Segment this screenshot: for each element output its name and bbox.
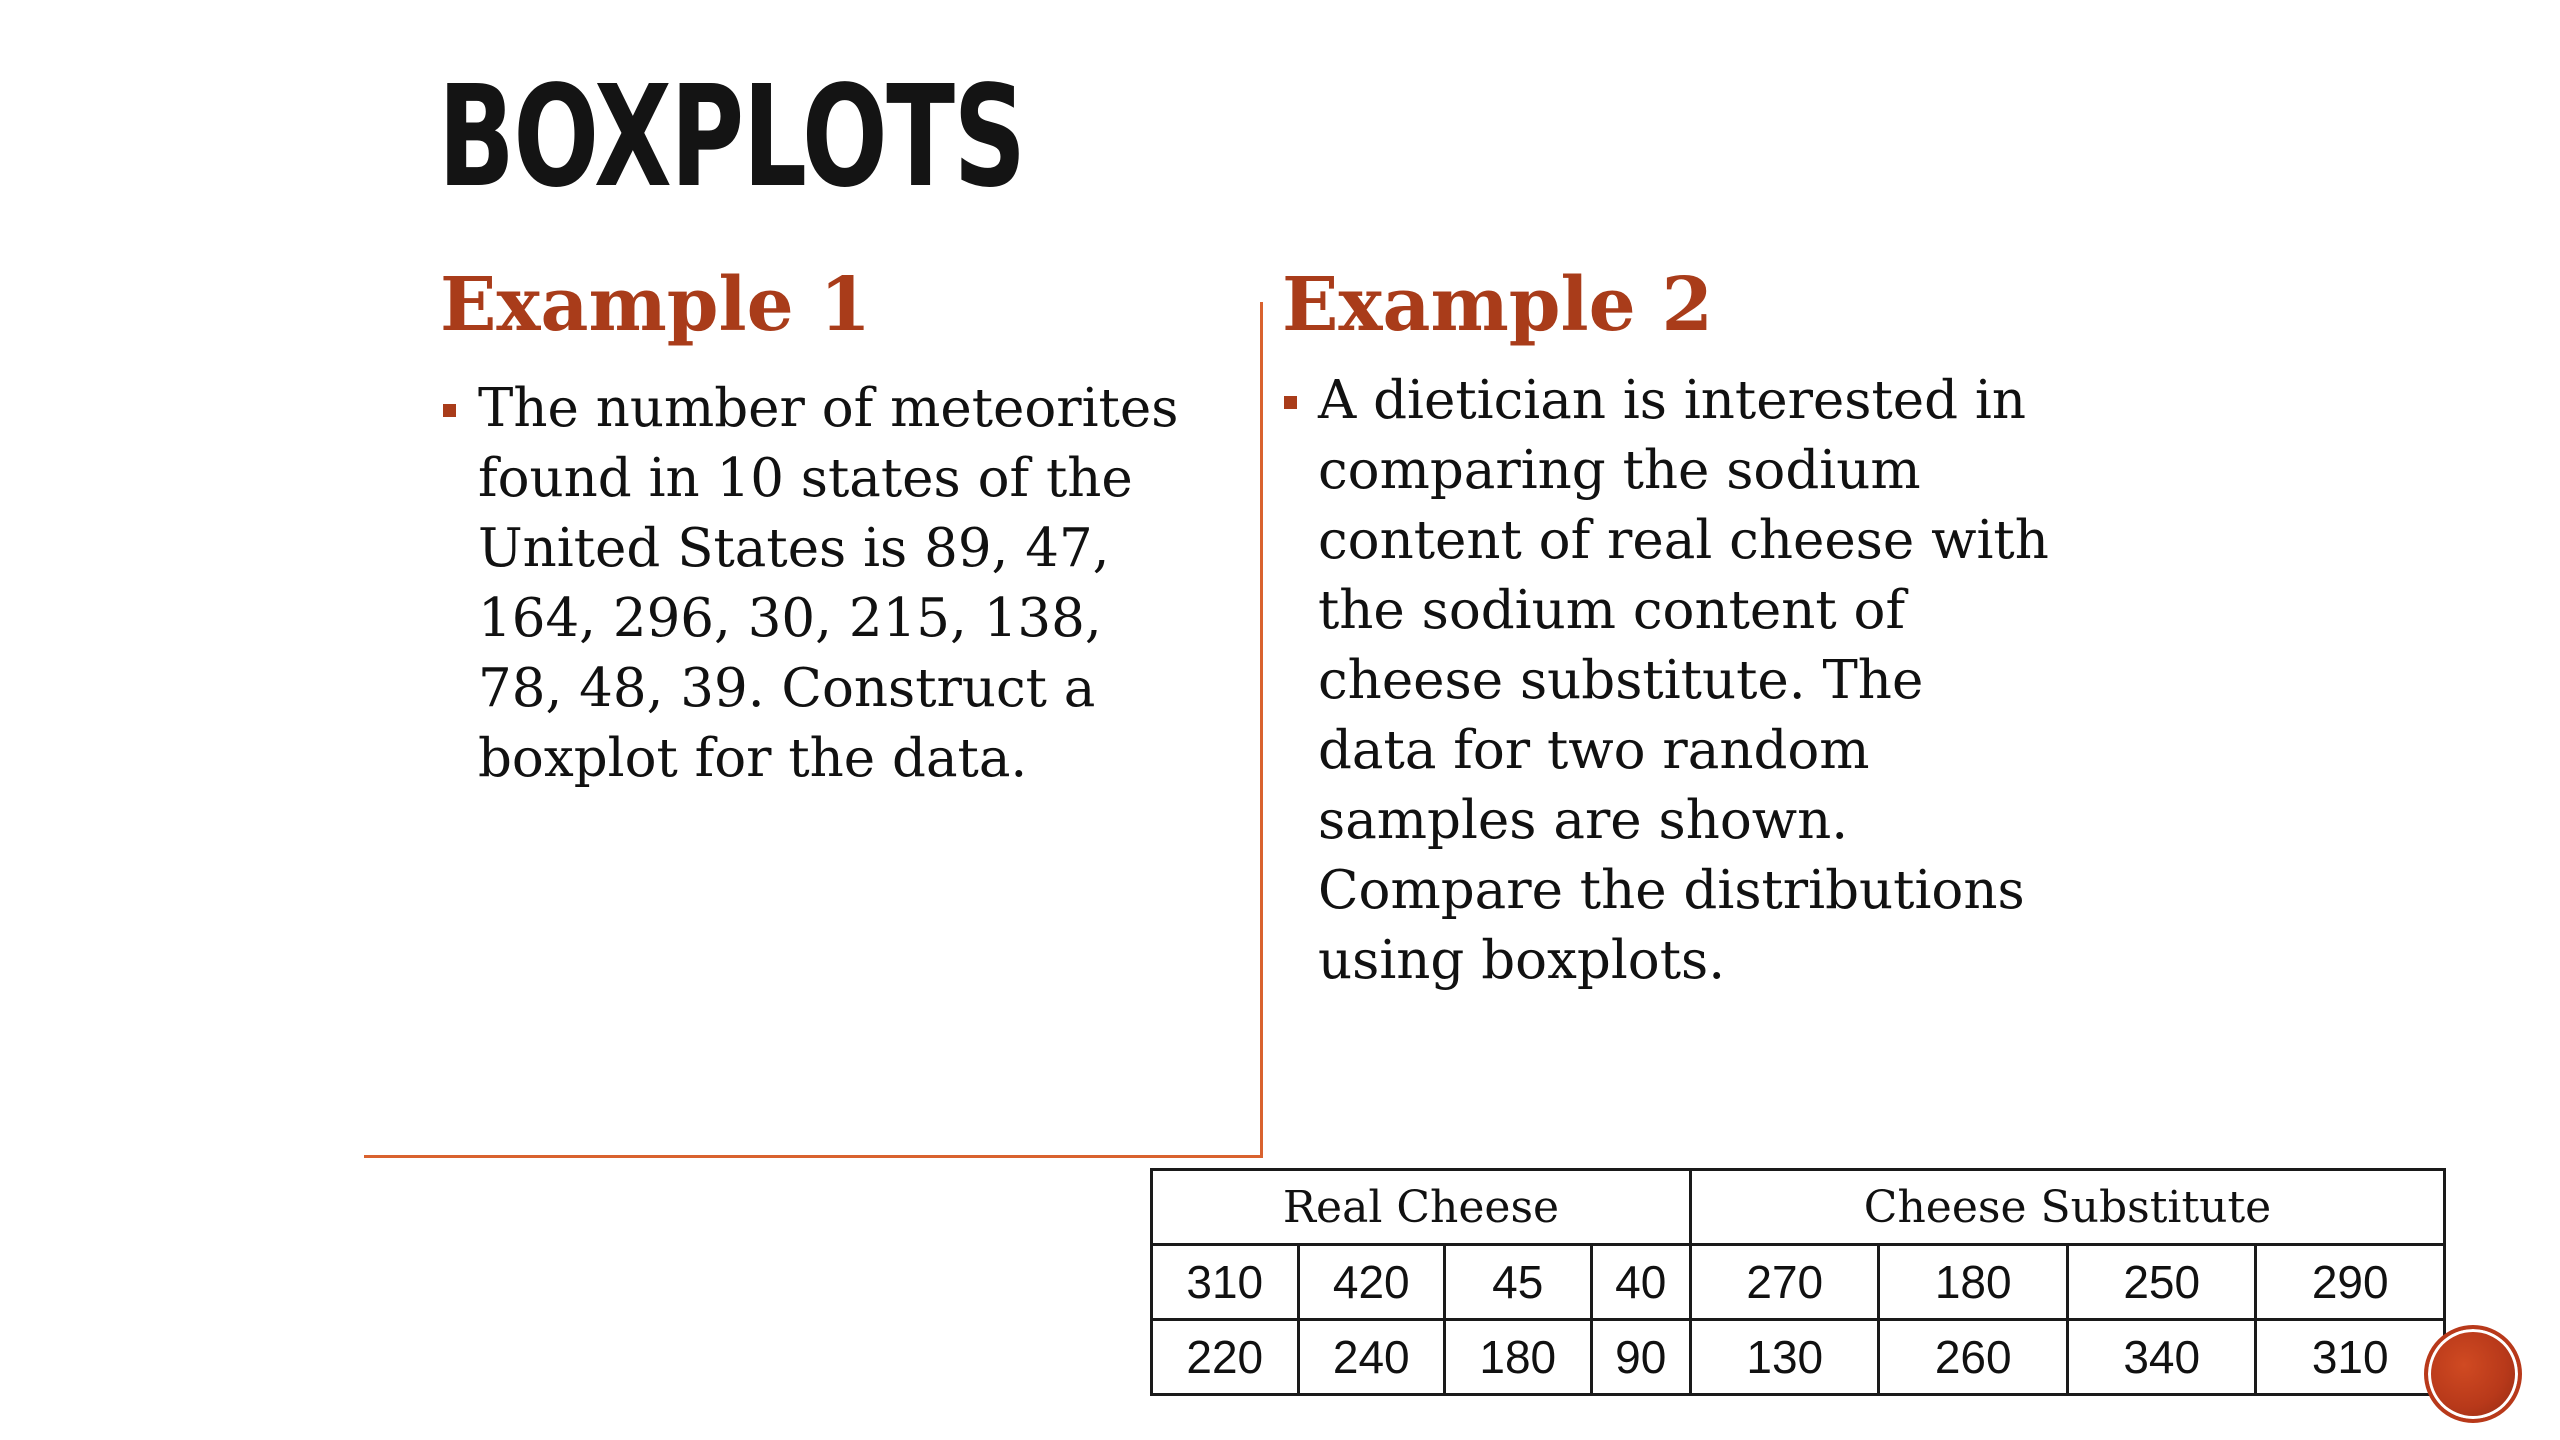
- table-cell: 310: [1152, 1245, 1299, 1320]
- table-cell: 270: [1691, 1245, 1879, 1320]
- table-row: [1152, 1320, 2445, 1395]
- table-cell: 180: [1445, 1320, 1592, 1395]
- example-1-heading: Example 1: [440, 262, 871, 348]
- table-header-row: [1152, 1170, 2445, 1245]
- table-header-real-cheese: Real Cheese: [1152, 1170, 1691, 1245]
- table-cell: 240: [1298, 1320, 1445, 1395]
- table-cell: 220: [1152, 1320, 1299, 1395]
- table-cell: 40: [1591, 1245, 1691, 1320]
- table-cell: 260: [1879, 1320, 2067, 1395]
- table-cell: 310: [2256, 1320, 2445, 1395]
- table-cell: 250: [2067, 1245, 2255, 1320]
- table-row: [1152, 1245, 2445, 1320]
- example-2-text: A dietician is interested in comparing the sodium content of real cheese with the sodium content of cheese substitute. The data for two random samples are shown. Compare the distributions using boxplots.: [1318, 370, 2049, 991]
- table-cell: 130: [1691, 1320, 1879, 1395]
- table-cell: 290: [2256, 1245, 2445, 1320]
- bullet-marker-icon: [1284, 396, 1297, 409]
- sodium-data-table: [1150, 1168, 2446, 1396]
- horizontal-divider: [364, 1155, 1263, 1158]
- example-1-text: The number of meteorites found in 10 states of the United States is 89, 47, 164, 296, 30, 215, 138, 78, 48, 39. Construct a boxplot for the data.: [478, 378, 1179, 789]
- bullet-marker-icon: [443, 404, 456, 417]
- table-cell: 420: [1298, 1245, 1445, 1320]
- table-cell: 180: [1879, 1245, 2067, 1320]
- slide-nav-circle-icon[interactable]: [2424, 1325, 2522, 1423]
- example-2-heading: Example 2: [1282, 262, 1713, 348]
- table-header-cheese-substitute: Cheese Substitute: [1691, 1170, 2445, 1245]
- slide-title: BOXPLOTS: [438, 56, 1025, 219]
- vertical-divider: [1260, 302, 1263, 1158]
- table-cell: 45: [1445, 1245, 1592, 1320]
- table-cell: 340: [2067, 1320, 2255, 1395]
- table-cell: 90: [1591, 1320, 1691, 1395]
